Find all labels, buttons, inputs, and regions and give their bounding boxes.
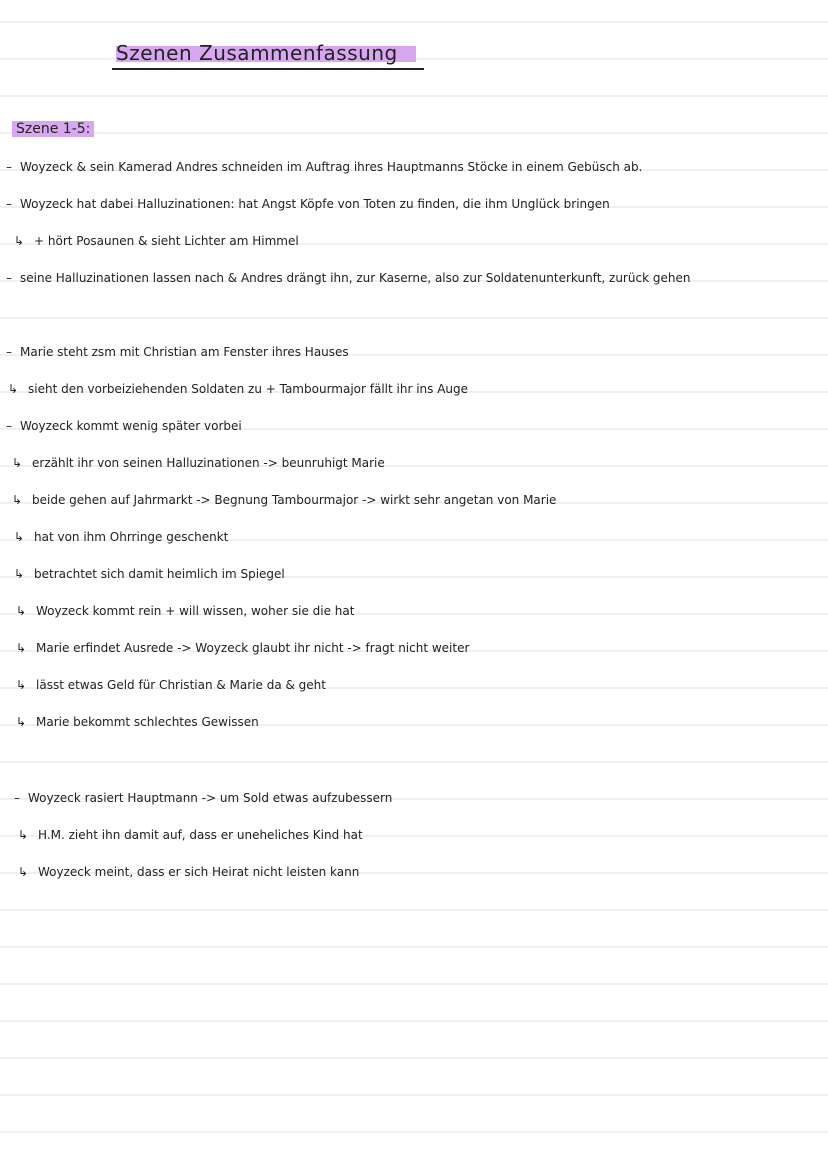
note-line [6, 195, 610, 213]
page-title-block [112, 38, 402, 70]
arrow-marker: ↳ [8, 382, 19, 396]
note-line [16, 639, 469, 657]
arrow-marker: ↳ [16, 678, 27, 692]
dash-marker: – [6, 160, 12, 174]
note-text: betrachtet sich damit heimlich im Spiegel [34, 567, 285, 581]
note-line [16, 676, 326, 694]
section-label [12, 118, 94, 140]
arrow-marker: ↳ [14, 567, 25, 581]
note-text: Woyzeck kommt rein + will wissen, woher sie die hat [36, 604, 355, 618]
note-line [16, 713, 259, 731]
note-line [6, 158, 642, 176]
note-line [18, 826, 363, 844]
note-text: H.M. zieht ihn damit auf, dass er uneheliches Kind hat [38, 828, 363, 842]
note-line [8, 380, 468, 398]
note-text: Woyzeck rasiert Hauptmann -> um Sold etwas aufzubessern [28, 791, 393, 805]
dash-marker: – [6, 345, 12, 359]
note-line [14, 528, 228, 546]
arrow-marker: ↳ [18, 828, 29, 842]
note-text: Woyzeck kommt wenig später vorbei [20, 419, 242, 433]
arrow-marker: ↳ [14, 234, 25, 248]
note-text: beide gehen auf Jahrmarkt -> Begnung Tambourmajor -> wirkt sehr angetan von Marie [32, 493, 557, 507]
note-line [18, 863, 359, 881]
note-text: sieht den vorbeiziehenden Soldaten zu + Tambourmajor fällt ihr ins Auge [28, 382, 469, 396]
dash-marker: – [6, 419, 12, 433]
note-line [16, 602, 354, 620]
dash-marker: – [6, 197, 12, 211]
note-line [6, 343, 349, 361]
arrow-marker: ↳ [12, 493, 23, 507]
note-line [12, 454, 385, 472]
arrow-marker: ↳ [16, 641, 27, 655]
arrow-marker: ↳ [16, 604, 27, 618]
note-text: Woyzeck & sein Kamerad Andres schneiden im Auftrag ihres Hauptmanns Stöcke in einem Gebüsch ab. [20, 160, 643, 174]
arrow-marker: ↳ [14, 530, 25, 544]
note-line [6, 417, 242, 435]
arrow-marker: ↳ [18, 865, 29, 879]
note-text: + hört Posaunen & sieht Lichter am Himmel [34, 234, 299, 248]
dash-marker: – [6, 271, 12, 285]
arrow-marker: ↳ [12, 456, 23, 470]
arrow-marker: ↳ [16, 715, 27, 729]
note-text: Marie bekommt schlechtes Gewissen [36, 715, 259, 729]
note-text: Marie steht zsm mit Christian am Fenster ihres Hauses [20, 345, 349, 359]
note-text: lässt etwas Geld für Christian & Marie da & geht [36, 678, 326, 692]
note-line [14, 565, 285, 583]
note-line [14, 789, 392, 807]
note-text: erzählt ihr von seinen Halluzinationen -> beunruhigt Marie [32, 456, 385, 470]
page-title: Szenen Zusammenfassung [116, 41, 398, 65]
note-text: seine Halluzinationen lassen nach & Andres drängt ihn, zur Kaserne, also zur Soldatenunterkunft, zurück gehen [20, 271, 691, 285]
dash-marker: – [14, 791, 20, 805]
note-text: Marie erfindet Ausrede -> Woyzeck glaubt ihr nicht -> fragt nicht weiter [36, 641, 470, 655]
note-text: Woyzeck meint, dass er sich Heirat nicht leisten kann [38, 865, 360, 879]
note-text: hat von ihm Ohrringe geschenkt [34, 530, 229, 544]
note-line [6, 269, 690, 287]
note-text: Woyzeck hat dabei Halluzinationen: hat Angst Köpfe von Toten zu finden, die ihm Unglück bringen [20, 197, 610, 211]
note-line [12, 491, 556, 509]
note-line [14, 232, 299, 250]
title-underline [112, 68, 424, 70]
section-label-text: Szene 1-5: [12, 121, 94, 137]
